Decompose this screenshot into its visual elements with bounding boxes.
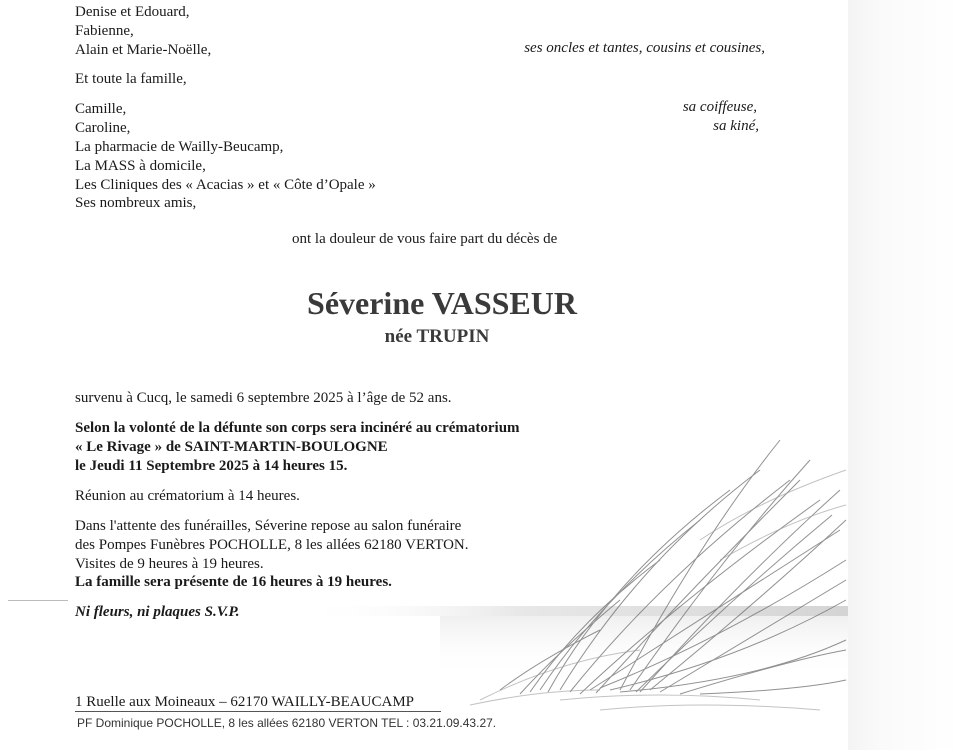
deceased-maiden-name: née TRUPIN	[384, 326, 490, 347]
announcement-line: ont la douleur de vous faire part du décès de	[292, 231, 558, 247]
viewing-line-2: des Pompes Funèbres POCHOLLE, 8 les allées 62180 VERTON.	[75, 537, 469, 553]
cremation-line-3: le Jeudi 11 Septembre 2025 à 14 heures 15.	[75, 458, 348, 474]
others-line-5: Les Cliniques des « Acacias » et « Côte d’Opale »	[75, 177, 376, 193]
others-line-6: Ses nombreux amis,	[75, 195, 197, 211]
others-line-3: La pharmacie de Wailly-Beucamp,	[75, 139, 284, 155]
viewing-line-1: Dans l'attente des funérailles, Séverine repose au salon funéraire	[75, 518, 462, 534]
family-line-2: Fabienne,	[75, 23, 134, 39]
family-line-1: Denise et Edouard,	[75, 4, 190, 20]
address-underline	[75, 711, 441, 712]
scan-artifact-line	[8, 600, 68, 601]
no-flowers-line: Ni fleurs, ni plaques S.V.P.	[75, 604, 240, 620]
all-family-line: Et toute la famille,	[75, 71, 187, 87]
meeting-line: Réunion au crématorium à 14 heures.	[75, 488, 300, 504]
death-line: survenu à Cucq, le samedi 6 septembre 2025 à l’âge de 52 ans.	[75, 390, 452, 406]
footer-funeral-home: PF Dominique POCHOLLE, 8 les allées 62180 VERTON TEL : 03.21.09.43.27.	[77, 716, 497, 730]
deceased-name: Séverine VASSEUR	[307, 285, 577, 321]
others-line-2: Caroline,	[75, 120, 131, 136]
family-presence-line: La famille sera présente de 16 heures à 19 heures.	[75, 574, 392, 590]
cremation-line-1: Selon la volonté de la défunte son corps sera incinéré au crématorium	[75, 420, 520, 436]
viewing-line-3: Visites de 9 heures à 19 heures.	[75, 556, 264, 572]
role-coiffeuse: sa coiffeuse,	[682, 99, 757, 115]
address-line: 1 Ruelle aux Moineaux – 62170 WAILLY-BEAUCAMP	[75, 694, 415, 710]
others-line-1: Camille,	[75, 101, 127, 117]
cremation-line-2: « Le Rivage » de SAINT-MARTIN-BOULOGNE	[75, 439, 388, 455]
others-line-4: La MASS à domicile,	[75, 158, 206, 174]
family-relation: ses oncles et tantes, cousins et cousines,	[524, 40, 765, 56]
role-kine: sa kiné,	[713, 118, 759, 134]
family-line-3: Alain et Marie-Noëlle,	[75, 42, 212, 58]
